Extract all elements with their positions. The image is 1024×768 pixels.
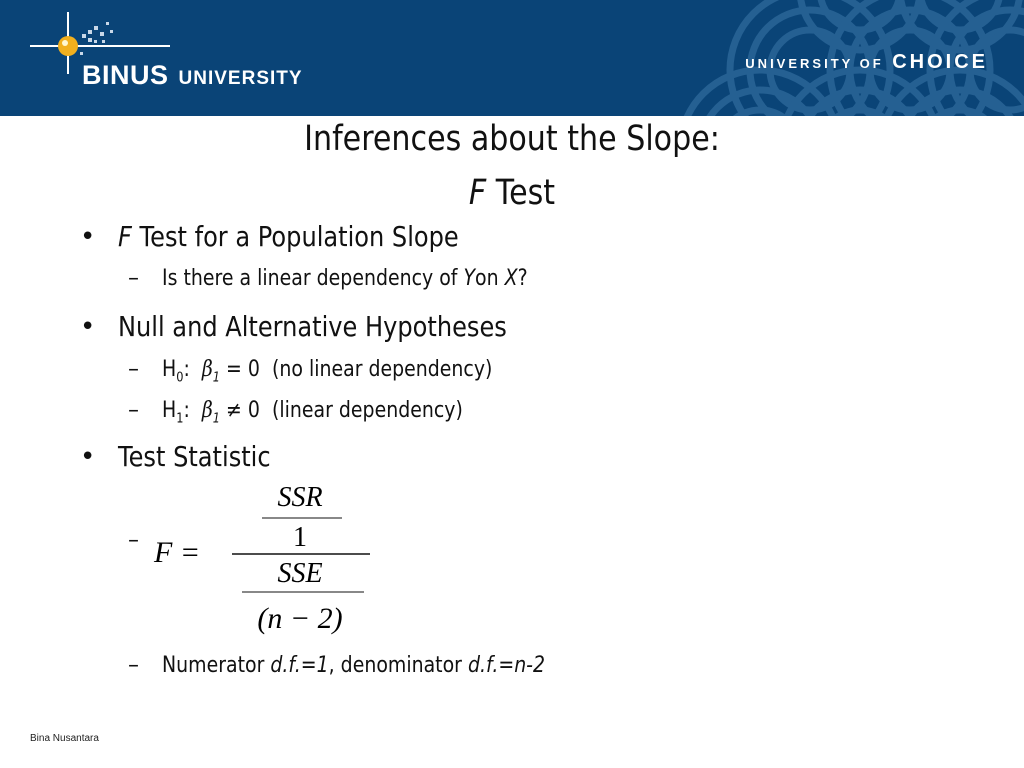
title-test: Test [495, 173, 556, 213]
degrees-of-freedom [162, 653, 545, 678]
bullet-1-marker: • [80, 222, 96, 252]
formula-sse: SSE [277, 558, 323, 589]
title-line-1: Inferences about the Slope: [304, 119, 720, 159]
alternative-hypothesis [162, 398, 463, 426]
tagline-small: UNIVERSITY OF [745, 56, 884, 71]
bullet-2-marker: • [80, 312, 96, 342]
h0-beta-sub: 1 [212, 370, 221, 386]
formula-one: 1 [293, 522, 307, 553]
footer-text: Bina Nusantara [30, 733, 99, 744]
sub-1-x: X [504, 266, 518, 291]
f-statistic-formula [150, 474, 390, 644]
logo-sub-text: UNIVERSITY [178, 68, 303, 89]
bullet-3: Test Statistic [118, 440, 271, 473]
h1-relation: ≠ 0 [226, 398, 260, 423]
formula-dash: – [128, 528, 139, 553]
bullet-1-f: F [118, 220, 132, 253]
logo-main-text: BINUS [82, 60, 169, 90]
title-f-italic: F [468, 173, 487, 213]
h0-note: (no linear dependency) [271, 357, 493, 382]
h0-h: H [162, 357, 177, 382]
h1-sub: 1 [176, 411, 184, 427]
df-mid: , denominator [328, 653, 462, 678]
formula-ssr: SSR [277, 482, 323, 513]
df-numerator: d.f.=1 [270, 653, 329, 678]
bullet-1 [118, 220, 459, 253]
sub-1-dash: – [128, 266, 139, 291]
formula-lhs: F = [154, 536, 201, 569]
tagline-big: CHOICE [892, 51, 988, 73]
h0-dash: – [128, 357, 139, 382]
h1-beta: β [201, 398, 213, 423]
sub-1-y: Y [463, 266, 476, 291]
df-pre: Numerator [162, 653, 265, 678]
bullet-2: Null and Alternative Hypotheses [118, 310, 507, 343]
formula-dof: (n − 2) [257, 602, 343, 635]
df-dash: – [128, 653, 139, 678]
h0-beta: β [201, 357, 213, 382]
sub-1-on: on [475, 266, 499, 291]
sub-bullet-linear-dependency [162, 266, 528, 291]
h1-h: H [162, 398, 177, 423]
null-hypothesis [162, 357, 492, 385]
bullet-3-marker: • [80, 442, 96, 472]
h0-colon: : [183, 357, 190, 382]
df-denominator: d.f.=n-2 [467, 653, 546, 678]
h0-relation: = 0 [226, 357, 260, 382]
h1-note: (linear dependency) [271, 398, 463, 423]
bullet-1-text: Test for a Population Slope [139, 220, 459, 253]
h1-dash: – [128, 398, 139, 423]
h1-beta-sub: 1 [212, 411, 221, 427]
h0-sub: 0 [176, 370, 184, 386]
h1-colon: : [183, 398, 190, 423]
sub-1-pre: Is there a linear dependency of [162, 266, 458, 291]
sub-1-post: ? [517, 266, 528, 291]
